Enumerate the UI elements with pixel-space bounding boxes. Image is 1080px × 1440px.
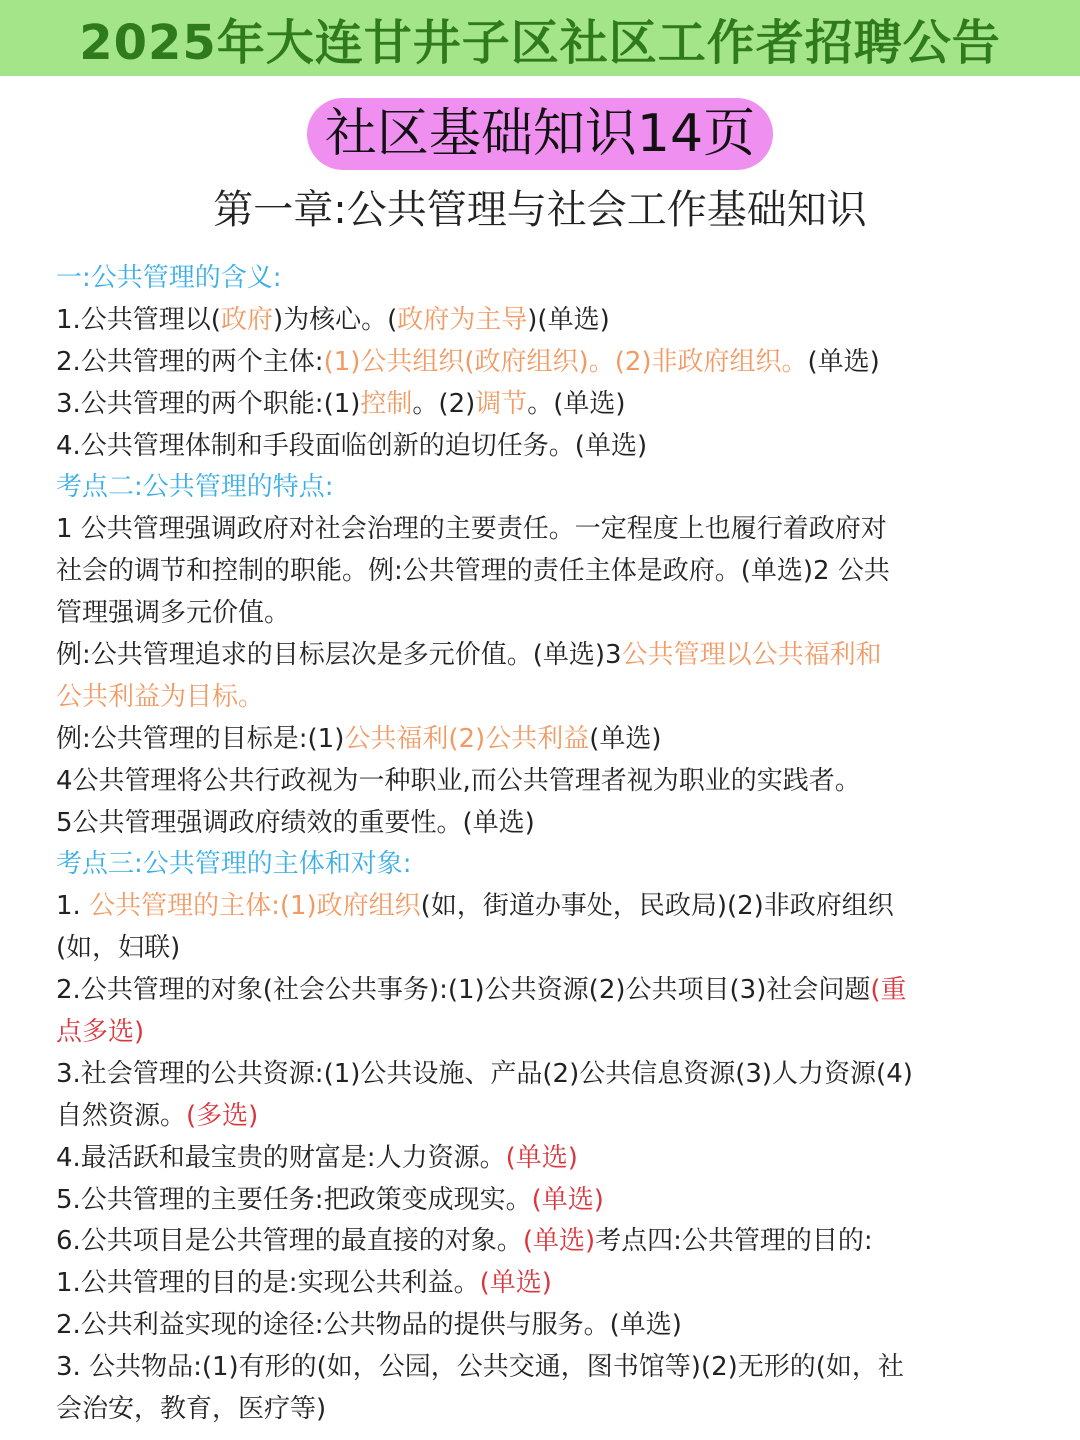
body-text: 5公共管理强调政府绩效的重要性。(单选) bbox=[56, 807, 535, 838]
emphasis-text: (重 bbox=[870, 975, 907, 1006]
highlight-text: (1)公共组织(政府组织)。(2)非政府组织。 bbox=[323, 346, 808, 377]
content-line bbox=[56, 1263, 1024, 1305]
content-line bbox=[56, 1305, 1024, 1347]
body-text: 4.最活跃和最宝贵的财富是:人力资源。 bbox=[56, 1142, 506, 1173]
body-text: 3.公共管理的两个职能:(1) bbox=[56, 388, 361, 419]
body-text: 考点四:公共管理的目的: bbox=[595, 1226, 873, 1257]
content-line bbox=[56, 1138, 1024, 1180]
body-text: (如，街道办事处，民政局)(2)非政府组织 bbox=[420, 891, 894, 922]
content-line bbox=[56, 761, 1024, 803]
content-line bbox=[56, 426, 1024, 468]
content-line bbox=[56, 342, 1024, 384]
content-line bbox=[56, 719, 1024, 761]
section-heading bbox=[56, 258, 1024, 300]
body-text: 例:公共管理的目标是:(1) bbox=[56, 723, 345, 754]
body-text: 2.公共管理的对象(社会公共事务):(1)公共资源(2)公共项目(3)社会问题 bbox=[56, 975, 871, 1006]
emphasis-text: (单选) bbox=[531, 1184, 604, 1215]
content-line bbox=[56, 509, 1024, 551]
emphasis-text: (单选) bbox=[522, 1226, 596, 1257]
body-text: )为核心。( bbox=[272, 304, 398, 335]
body-text: 自然资源。 bbox=[56, 1100, 187, 1131]
content-line bbox=[56, 803, 1024, 845]
highlight-text: 政府 bbox=[220, 304, 273, 335]
banner-title: 2025年大连甘井子区社区工作者招聘公告 bbox=[79, 14, 1001, 71]
subtitle-wrap bbox=[0, 98, 1080, 170]
highlight-text: 调节 bbox=[475, 388, 528, 419]
content-line bbox=[56, 1347, 1024, 1389]
emphasis-text: 点多选) bbox=[56, 1017, 145, 1048]
title-banner bbox=[0, 0, 1080, 76]
content-line bbox=[56, 928, 1024, 970]
highlight-text: 公共福利(2)公共利益 bbox=[344, 723, 590, 754]
body-text: (如，妇联) bbox=[56, 933, 181, 964]
content-line bbox=[56, 970, 1024, 1012]
body-text: 1 公共管理强调政府对社会治理的主要责任。一定程度上也履行着政府对 bbox=[56, 514, 887, 545]
highlight-text: 公共管理以公共福利和 bbox=[621, 640, 882, 671]
section-heading bbox=[56, 467, 1024, 509]
body-text: 例:公共管理追求的目标层次是多元价值。(单选)3 bbox=[56, 640, 622, 671]
content-line bbox=[56, 1012, 1024, 1054]
content-line bbox=[56, 1389, 1024, 1431]
body-text: 1.公共管理的目的是:实现公共利益。 bbox=[56, 1268, 480, 1299]
section-heading bbox=[56, 844, 1024, 886]
chapter-title: 第一章:公共管理与社会工作基础知识 bbox=[213, 187, 867, 233]
body-text: 2.公共利益实现的途径:公共物品的提供与服务。(单选) bbox=[56, 1310, 682, 1341]
content-line bbox=[56, 593, 1024, 635]
body-text: 3. 公共物品:(1)有形的(如，公园，公共交通，图书馆等)(2)无形的(如，社 bbox=[56, 1352, 904, 1383]
body-text: 4公共管理将公共行政视为一种职业,而公共管理者视为职业的实践者。 bbox=[56, 765, 861, 796]
body-text: (单选) bbox=[807, 346, 880, 377]
heading-text: 考点三:公共管理的主体和对象: bbox=[56, 849, 412, 880]
body-text: 1. bbox=[56, 891, 90, 922]
body-text: 会治安，教育，医疗等) bbox=[56, 1394, 327, 1425]
content-body bbox=[56, 258, 1024, 1431]
body-text: 6.公共项目是公共管理的最直接的对象。 bbox=[56, 1226, 523, 1257]
content-line bbox=[56, 1096, 1024, 1138]
content-line bbox=[56, 1054, 1024, 1096]
body-text: 3.社会管理的公共资源:(1)公共设施、产品(2)公共信息资源(3)人力资源(4) bbox=[56, 1058, 913, 1089]
subtitle-pill: 社区基础知识14页 bbox=[307, 98, 773, 170]
emphasis-text: (单选) bbox=[505, 1142, 578, 1173]
body-text: 管理强调多元价值。 bbox=[56, 598, 291, 629]
content-line bbox=[56, 886, 1024, 928]
body-text: 。(2) bbox=[412, 388, 476, 419]
content-line bbox=[56, 1180, 1024, 1222]
highlight-text: 公共利益为目标。 bbox=[56, 681, 265, 712]
highlight-text: 公共管理的主体:(1)政府组织 bbox=[89, 891, 421, 922]
highlight-text: 控制 bbox=[360, 388, 413, 419]
content-line bbox=[56, 384, 1024, 426]
content-line bbox=[56, 1221, 1024, 1263]
body-text: 4.公共管理体制和手段面临创新的迫切任务。(单选) bbox=[56, 430, 648, 461]
body-text: 2.公共管理的两个主体: bbox=[56, 346, 324, 377]
body-text: 1.公共管理以( bbox=[56, 304, 221, 335]
content-line bbox=[56, 551, 1024, 593]
highlight-text: 政府为主导 bbox=[397, 304, 528, 335]
heading-text: 考点二:公共管理的特点: bbox=[56, 472, 334, 503]
content-line bbox=[56, 300, 1024, 342]
content-line bbox=[56, 677, 1024, 719]
heading-text: 一:公共管理的含义: bbox=[56, 263, 282, 293]
body-text: 5.公共管理的主要任务:把政策变成现实。 bbox=[56, 1184, 532, 1215]
body-text: 社会的调节和控制的职能。例:公共管理的责任主体是政府。(单选)2 公共 bbox=[56, 556, 890, 587]
body-text: )(单选) bbox=[527, 304, 610, 335]
emphasis-text: (多选) bbox=[186, 1100, 259, 1131]
body-text: 。(单选) bbox=[527, 388, 626, 419]
emphasis-text: (单选) bbox=[479, 1268, 552, 1299]
body-text: (单选) bbox=[589, 723, 662, 754]
content-line bbox=[56, 635, 1024, 677]
